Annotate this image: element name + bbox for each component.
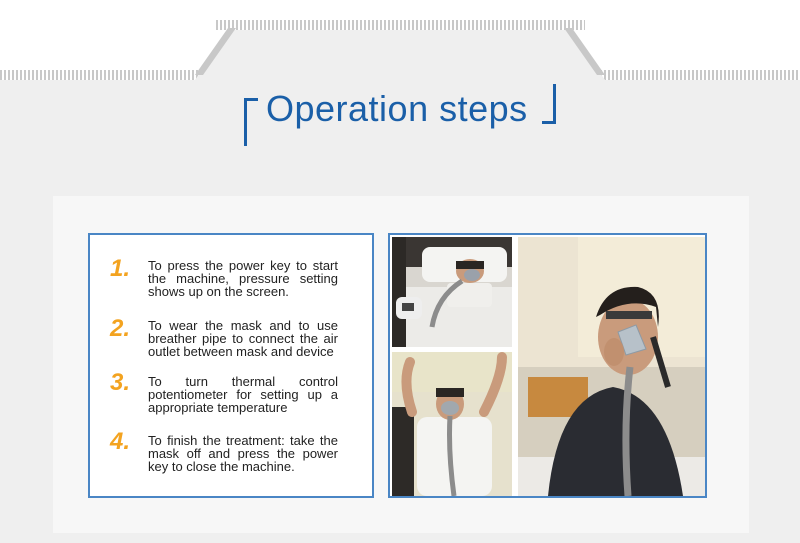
photos-panel: [388, 233, 707, 498]
section-title-frame: [244, 84, 556, 146]
fitting-mask-photo: [518, 237, 705, 496]
steps-list: [88, 233, 374, 498]
page-title: Operation steps: [266, 88, 528, 129]
step-number: 1.: [110, 255, 131, 282]
waking-stretch-photo: [392, 352, 512, 496]
step-text: To turn thermal control potentiometer for setting up a appropriate temperature: [148, 374, 338, 415]
step-number: 4.: [110, 428, 131, 455]
title-bracket-right: [542, 84, 556, 124]
step-number: 3.: [110, 369, 131, 396]
step-text: To wear the mask and to use breather pipe to connect the air outlet between mask and device: [148, 318, 338, 359]
step-text: To press the power key to start the machine, pressure setting shows up on the screen.: [148, 258, 338, 299]
title-bracket-left: [244, 98, 258, 146]
step-number: 2.: [110, 315, 131, 342]
step-text: To finish the treatment: take the mask off and press the power key to close the machine.: [148, 433, 338, 474]
sleeping-with-mask-photo: [392, 237, 512, 347]
